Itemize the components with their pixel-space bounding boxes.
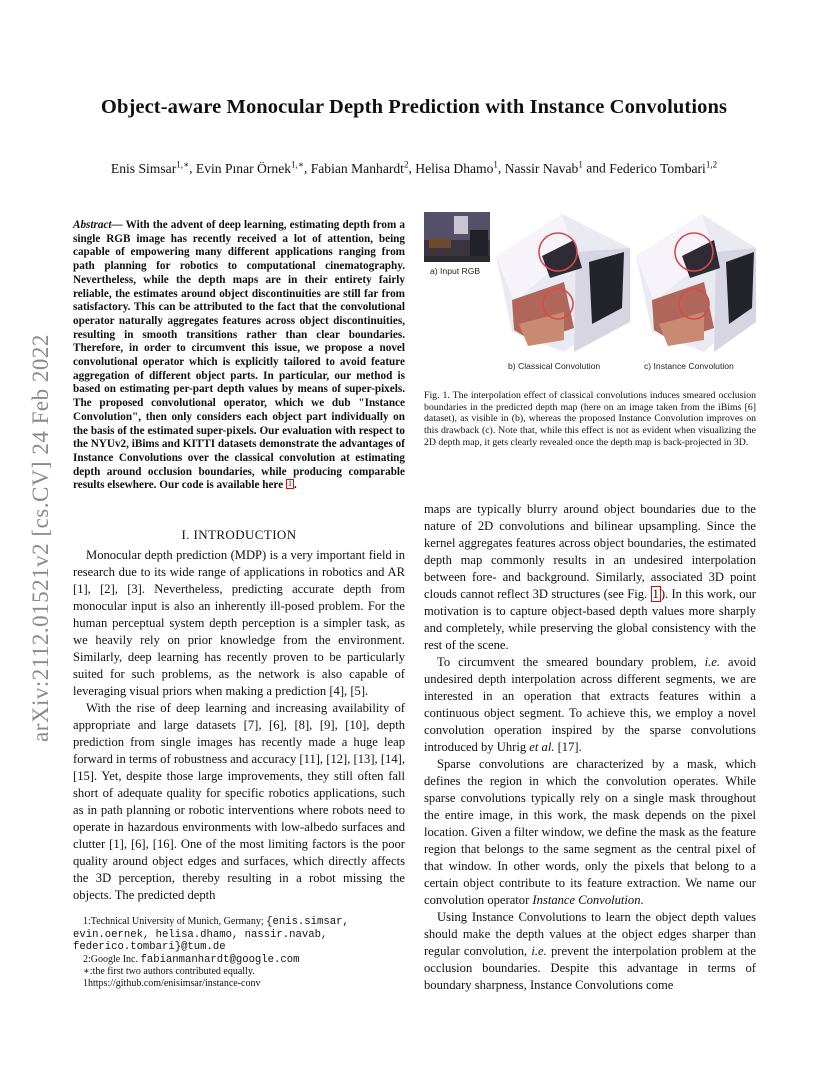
classical-conv-pointcloud xyxy=(496,214,630,352)
abstract xyxy=(73,219,405,493)
author: Evin Pınar Örnek$^{1,∗}$ xyxy=(195,159,304,176)
author-list: Enis Simsar$^{1,∗}$, Evin Pınar Örnek$^{1,∗}$, Fabian Manhardt$^2$, Helisa Dhamo$^1$, Nassir Navab$^1$ and Federico Tombari$^{1,2}$ xyxy=(110,159,718,176)
paragraph: To circumvent the smeared boundary problem, i.e. avoid undesired depth interpolation across different segments, we are interested in an operation that extracts features within a continuous object segment. To achieve this, we employ a novel convolution operation inspired by the sparse convolutions introduced by Uhrig et al. [17]. xyxy=(424,655,756,754)
paragraph: Using Instance Convolutions to learn the object depth values should make the depth values at the object edges sharper than regular convolution, i.e. prevent the interpolation problem at the occlusion boundaries. Despite this advantage in terms of boundary sharpness, Instance Convolutions come xyxy=(424,910,756,992)
footnote-url[interactable]: 1https://github.com/enisimsar/instance-conv xyxy=(83,977,261,989)
author: Fabian Manhardt$^2$ xyxy=(310,159,409,176)
footnote: ∗:the first two authors contributed equally. xyxy=(83,966,255,978)
paragraph: With the rise of deep learning and increasing availability of appropriate and large datasets [7], [6], [8], [9], [10], depth prediction from single images has recently made a huge leap forward in terms of robustness and accuracy [11], [12], [13], [14], [15]. Yet, despite those large improvements, they still often fall short of adequate quality for specific robotics applications, such as in path planning or robotic interventions where robots need to operate in hazardous environments with low-albedo surfaces and clutter [1], [6], [16]. One of the most limiting factors is the poor quality around object edges and surfaces, which directly affects the 3D perception, thereby resulting in a robot missing the objects. The predicted depth xyxy=(73,701,405,902)
figure-label-c: c) Instance Convolution xyxy=(644,361,734,371)
figure-label-a: a) Input RGB xyxy=(430,266,481,276)
abstract-label: Abstract— xyxy=(73,219,123,231)
section-heading: I. INTRODUCTION xyxy=(181,527,297,542)
arxiv-identifier: arXiv:2112.01521v2 [cs.CV] 24 Feb 2022 xyxy=(28,334,53,742)
paragraph: Monocular depth prediction (MDP) is a very important field in research due to its wide range of applications in robotics and AR [1], [2], [3]. Nevertheless, predicting accurate depth from monocular input is also an inherently ill-posed problem. For the human perceptual system depth perception is a simpler task, as we heavily rely on prior knowledge from the environment. Similarly, deep learning has recently proven to be particularly suited for such problems, as the network is also capable of leveraging visual priors when making a prediction [4], [5]. xyxy=(73,548,405,698)
figure-label-b: b) Classical Convolution xyxy=(508,361,601,371)
figure-caption: Fig. 1. The interpolation effect of classical convolutions induces smeared occlusion boundaries in the predicted depth map (here on an image taken from the iBims [6] dataset), as visible in (b), whereas the proposed Instance Convolution improves on this drawback (c). Note that, while this effect is not as evident when visualizing the 2D depth map, it gets clearly revealed once the depth map is back-projected in 3D. xyxy=(424,390,756,448)
author: Helisa Dhamo$^1$ xyxy=(415,159,498,176)
abstract-end: . xyxy=(293,479,297,492)
author: Nassir Navab$^1$ xyxy=(504,159,583,176)
figure-1 xyxy=(424,212,756,382)
figure-reference-link[interactable]: 1 xyxy=(652,587,659,601)
instance-conv-pointcloud xyxy=(636,214,756,352)
figure-illustration xyxy=(424,212,756,382)
paragraph: Sparse convolutions are characterized by a mask, which defines the region in which the convolution operates. While sparse convolutions typically rely on a single mask throughout the entire image, in this work, the mask depends on the pixel location. Given a filter window, we define the mask as the feature region that belongs to the same segment as the central pixel of that window. In other words, only the pixels that belong to a certain object contribute to its feature extraction. We name our convolution operator Instance Convolution. xyxy=(424,757,756,907)
footnote: 1:Technical University of Munich, Germany; {enis.simsar, evin.oernek, helisa.dhamo, nassir.navab, federico.tombari}@tum.de xyxy=(73,916,349,954)
footnote-link[interactable]: 1 xyxy=(287,479,292,489)
input-rgb-image xyxy=(424,212,490,262)
footnote: 2:Google Inc. fabianmanhardt@google.com xyxy=(83,953,300,966)
paragraph: maps are typically blurry around object boundaries due to the nature of 2D convolutions and bilinear upsampling. Since the kernel aggregates features across object boundaries, the estimated depth map commonly results in an undesired interpolation between fore- and background. Similarly, associated 3D point clouds cannot reflect 3D structures (see Fig. 1 ). In this work, our motivation is to capture object-based depth values more sharply and completely, while preserving the global consistency with the rest of the scene. xyxy=(424,502,756,652)
author: Federico Tombari$^{1,2}$ xyxy=(609,159,718,176)
paper-title: Object-aware Monocular Depth Prediction with Instance Convolutions xyxy=(100,96,728,118)
abstract-text: With the advent of deep learning, estimating depth from a single RGB image has recently received a lot of attention, being capable of empowering many different applications ranging from path planning for robotics to computational cinematography. Nevertheless, while the depth maps are in their entirety fairly reliable, the estimates around object discontinuities are still far from satisfactory. This can be attributed to the fact that the convolutional operator naturally aggregates features across object discontinuities, resulting in smooth transitions rather than clear boundaries. Therefore, in order to circumvent this issue, we propose a novel convolutional operator which is explicitly tailored to avoid feature aggregation of different object parts. In particular, our method is based on estimating per-part depth values by means of super-pixels. The proposed convolutional operator, which we dub "Instance Convolution", then only considers each object part individually on the basis of the estimated super-pixels. Our evaluation with respect to the NYUv2, iBims and KITTI datasets demonstrate the advantages of Instance Convolutions over the classical convolution at estimating depth around occlusion boundaries, while producing comparable results elsewhere. Our code is available here xyxy=(73,219,405,492)
left-column-body xyxy=(73,547,405,904)
footnotes xyxy=(73,916,405,990)
right-column-body xyxy=(424,501,756,994)
author: Enis Simsar$^{1,∗}$ xyxy=(110,159,190,176)
